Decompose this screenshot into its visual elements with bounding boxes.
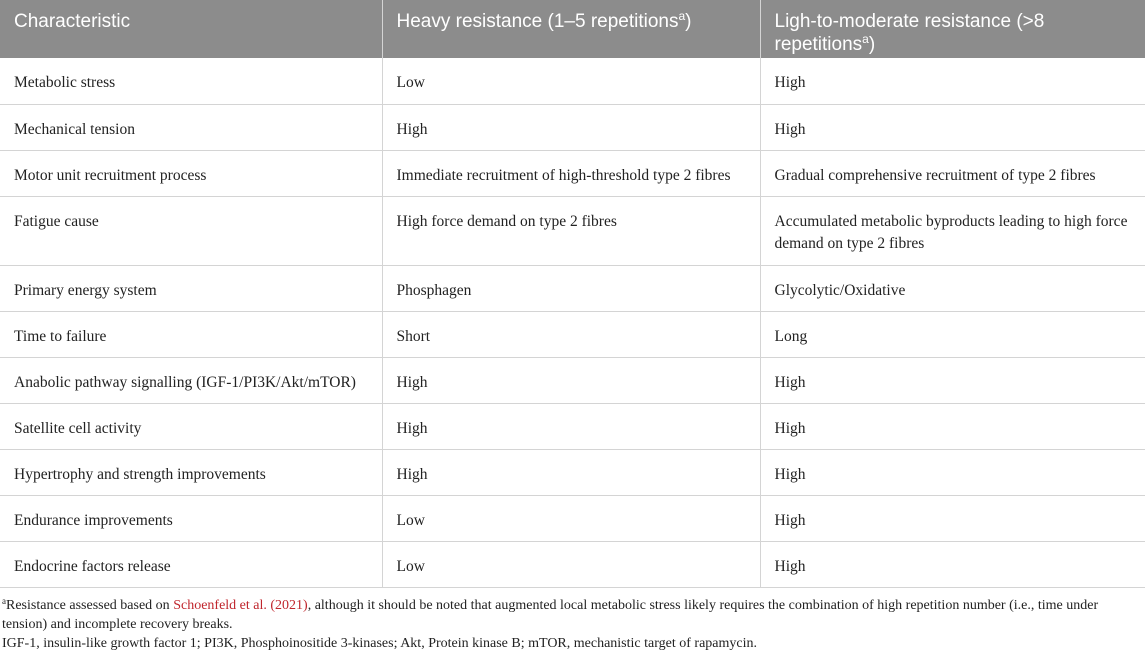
- header-heavy-resistance: Heavy resistance (1–5 repetitions$^a$): [382, 0, 760, 58]
- table-footnotes: [0, 588, 1145, 653]
- cell-heavy: High: [382, 357, 760, 403]
- cell-light: High: [760, 449, 1145, 495]
- cell-light: Accumulated metabolic byproducts leading to high force demand on type 2 fibres: [760, 196, 1145, 265]
- header-row: [0, 0, 1145, 58]
- abbreviations-note: IGF-1, insulin-like growth factor 1; PI3K, Phosphoinositide 3-kinases; Akt, Protein kinase B; mTOR, mechanistic target of rapamycin.: [2, 635, 757, 651]
- cell-light: High: [760, 403, 1145, 449]
- footnote-a: $^a$Resistance assessed based on Schoenfeld et al. (2021), although it should be noted that augmented local metabolic stress likely requires the combination of high repetition number (i.e., time under tension) and incomplete recovery breaks.: [2, 595, 1099, 632]
- cell-characteristic: Endocrine factors release: [0, 541, 382, 587]
- cell-characteristic: Primary energy system: [0, 265, 382, 311]
- cell-characteristic: Hypertrophy and strength improvements: [0, 449, 382, 495]
- cell-light: High: [760, 495, 1145, 541]
- cell-light: Glycolytic/Oxidative: [760, 265, 1145, 311]
- cell-heavy: Low: [382, 58, 760, 104]
- reference-link[interactable]: Schoenfeld et al. (2021): [173, 597, 308, 613]
- cell-characteristic: Mechanical tension: [0, 104, 382, 150]
- header-characteristic: Characteristic: [0, 0, 382, 58]
- table-row: [0, 58, 1145, 104]
- table-row: [0, 150, 1145, 196]
- cell-characteristic: Metabolic stress: [0, 58, 382, 104]
- cell-characteristic: Satellite cell activity: [0, 403, 382, 449]
- table-row: [0, 104, 1145, 150]
- table-row: [0, 541, 1145, 587]
- cell-light: High: [760, 58, 1145, 104]
- table-row: [0, 311, 1145, 357]
- header-light-moderate-resistance: Ligh-to-moderate resistance (>8 repetitions$^a$): [760, 0, 1145, 58]
- table-row: [0, 449, 1145, 495]
- cell-heavy: Phosphagen: [382, 265, 760, 311]
- table-row: [0, 495, 1145, 541]
- cell-heavy: High: [382, 104, 760, 150]
- footnote-marker: a: [2, 595, 6, 606]
- cell-light: High: [760, 541, 1145, 587]
- cell-heavy: Short: [382, 311, 760, 357]
- cell-characteristic: Fatigue cause: [0, 196, 382, 265]
- cell-light: Gradual comprehensive recruitment of type 2 fibres: [760, 150, 1145, 196]
- cell-characteristic: Time to failure: [0, 311, 382, 357]
- footnote-marker: a: [678, 9, 686, 23]
- footnote-marker: a: [862, 32, 869, 46]
- table-row: [0, 403, 1145, 449]
- cell-characteristic: Endurance improvements: [0, 495, 382, 541]
- cell-characteristic: Motor unit recruitment process: [0, 150, 382, 196]
- table-row: [0, 265, 1145, 311]
- cell-heavy: Low: [382, 541, 760, 587]
- cell-heavy: High: [382, 403, 760, 449]
- cell-light: High: [760, 357, 1145, 403]
- cell-heavy: Low: [382, 495, 760, 541]
- cell-heavy: High: [382, 449, 760, 495]
- cell-characteristic: Anabolic pathway signalling (IGF-1/PI3K/Akt/mTOR): [0, 357, 382, 403]
- cell-light: Long: [760, 311, 1145, 357]
- cell-heavy: Immediate recruitment of high-threshold type 2 fibres: [382, 150, 760, 196]
- table-row: [0, 196, 1145, 265]
- cell-heavy: High force demand on type 2 fibres: [382, 196, 760, 265]
- table-row: [0, 357, 1145, 403]
- cell-light: High: [760, 104, 1145, 150]
